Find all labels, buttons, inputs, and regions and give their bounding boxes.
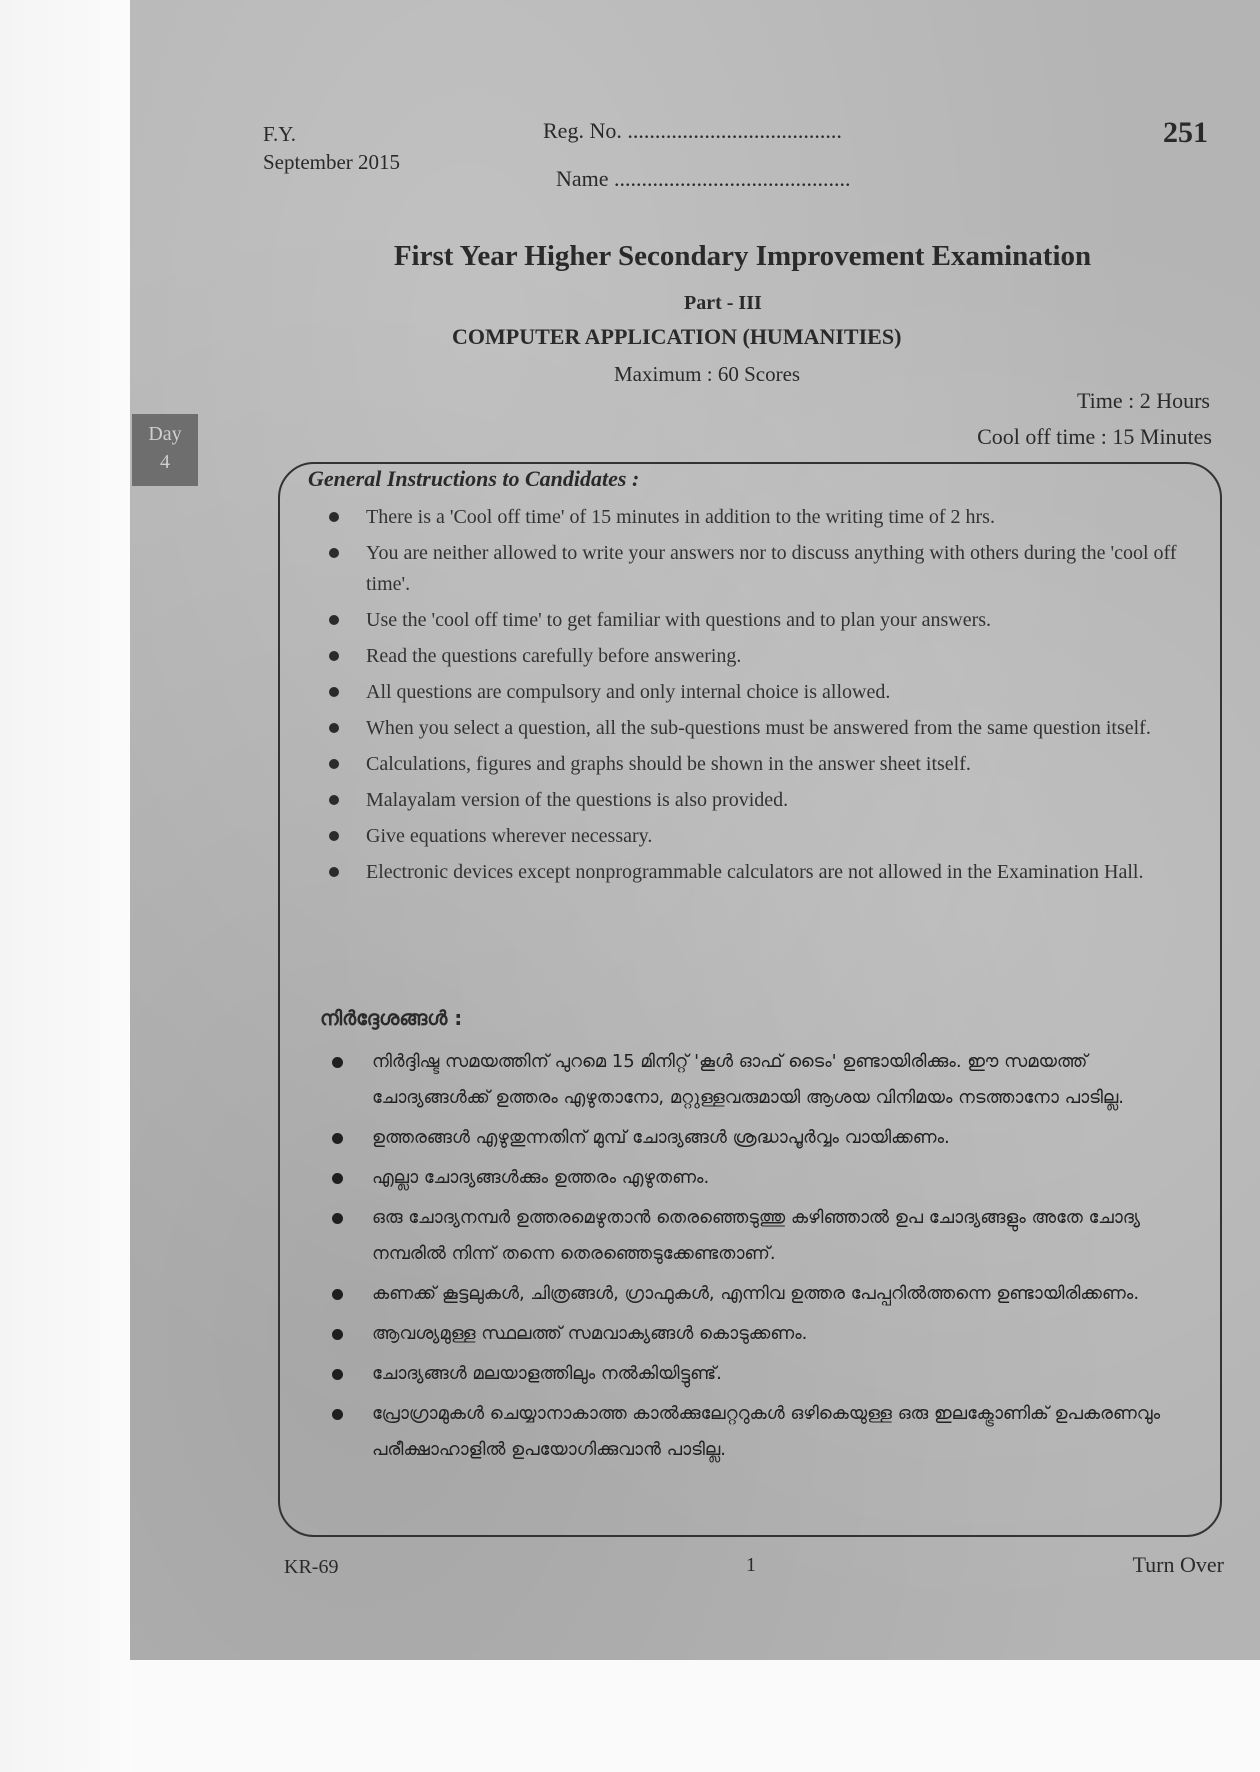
exam-title: First Year Higher Secondary Improvement Examination: [393, 240, 1092, 272]
paper-code: 251: [1163, 116, 1208, 149]
instruction-item: [320, 785, 1200, 816]
instruction-item: [320, 605, 1200, 636]
malayalam-text: എല്ലാ ചോദ്യങ്ങൾക്കും ഉത്തരം എഴുതണം.: [372, 1167, 710, 1188]
instruction-text: Calculations, figures and graphs should be shown in the answer sheet itself.: [366, 753, 971, 775]
malayalam-item: [322, 1200, 1202, 1272]
session-label: September 2015: [263, 150, 401, 174]
day-tab-number: 4: [160, 451, 170, 473]
malayalam-item: [322, 1396, 1202, 1468]
bullet-icon: [329, 867, 339, 877]
exam-time: Time : 2 Hours: [1076, 388, 1210, 413]
instruction-text: There is a 'Cool off time' of 15 minutes in addition to the writing time of 2 hrs.: [366, 506, 995, 528]
bullet-icon: [329, 723, 339, 733]
exam-subject: COMPUTER APPLICATION (HUMANITIES): [452, 324, 902, 349]
bullet-icon: [329, 759, 339, 769]
bullet-icon: [329, 831, 339, 841]
malayalam-text: കണക്ക് കൂട്ടലുകൾ, ചിത്രങ്ങൾ, ഗ്രാഫുകൾ, എന്നിവ ഉത്തര പേപ്പറിൽത്തന്നെ ഉണ്ടായിരിക്കണം.: [372, 1283, 1140, 1304]
bullet-icon: [332, 1057, 343, 1068]
instruction-text: Give equations wherever necessary.: [366, 825, 653, 847]
footer-code: KR-69: [284, 1556, 339, 1578]
instruction-text: Read the questions carefully before answering.: [366, 645, 742, 667]
bullet-icon: [332, 1369, 343, 1380]
instruction-text: You are neither allowed to write your answers nor to discuss anything with others during the 'cool off time'.: [366, 542, 1177, 595]
malayalam-text: പ്രോഗ്രാമുകൾ ചെയ്യാനാകാത്ത കാൽക്കുലേറ്ററുകൾ ഒഴികെയുള്ള ഒരു ഇലക്ട്രോണിക് ഉപകരണവും പരീക്ഷാഹാളിൽ ഉപയോഗിക്കുവാൻ പാടില്ല.: [372, 1403, 1161, 1460]
bullet-icon: [332, 1173, 343, 1184]
instruction-text: Use the 'cool off time' to get familiar with questions and to plan your answers.: [366, 609, 992, 631]
scan-bottom-margin: [130, 1660, 1260, 1772]
bullet-icon: [329, 795, 339, 805]
instruction-text: Malayalam version of the questions is also provided.: [366, 789, 789, 811]
instruction-item: [320, 641, 1200, 672]
bullet-icon: [332, 1409, 343, 1420]
malayalam-item: [322, 1120, 1202, 1156]
instruction-item: [320, 502, 1200, 533]
day-tab-label: Day: [148, 423, 182, 445]
cool-off-time: Cool off time : 15 Minutes: [977, 424, 1212, 449]
malayalam-text: ചോദ്യങ്ങൾ മലയാളത്തിലും നൽകിയിട്ടുണ്ട്.: [372, 1363, 722, 1384]
instruction-item: [320, 821, 1200, 852]
malayalam-heading: നിർദ്ദേശങ്ങൾ :: [320, 1006, 463, 1030]
malayalam-text: ഒരു ചോദ്യനമ്പർ ഉത്തരമെഴുതാൻ തെരഞ്ഞെടുത്തു കഴിഞ്ഞാൽ ഉപ ചോദ്യങ്ങളും അതേ ചോദ്യ നമ്പരിൽ നിന്ന് തന്നെ തെരഞ്ഞെടുക്കേണ്ടതാണ്.: [372, 1207, 1140, 1264]
bullet-icon: [332, 1329, 343, 1340]
instruction-item: [320, 713, 1200, 744]
instructions-heading: General Instructions to Candidates :: [308, 466, 640, 491]
bullet-icon: [329, 687, 339, 697]
instruction-item: [320, 749, 1200, 780]
malayalam-item: [322, 1316, 1202, 1352]
instructions-list: [320, 502, 1200, 893]
malayalam-text: ആവശ്യമുള്ള സ്ഥലത്ത് സമവാക്യങ്ങൾ കൊടുക്കണം.: [372, 1323, 808, 1344]
reg-no-field: Reg. No. .......................................: [543, 118, 842, 143]
malayalam-text: ഉത്തരങ്ങൾ എഴുതുന്നതിന് മുമ്പ് ചോദ്യങ്ങൾ ശ്രദ്ധാപൂർവ്വം വായിക്കണം.: [372, 1127, 950, 1148]
bullet-icon: [332, 1213, 343, 1224]
turn-over: Turn Over: [1132, 1552, 1224, 1577]
malayalam-list: [322, 1044, 1202, 1472]
instruction-text: When you select a question, all the sub-questions must be answered from the same question itself.: [366, 717, 1151, 739]
bullet-icon: [332, 1133, 343, 1144]
name-field: Name ...........................................: [556, 166, 851, 191]
bullet-icon: [329, 651, 339, 661]
bullet-icon: [329, 548, 339, 558]
malayalam-item: [322, 1160, 1202, 1196]
instruction-item: [320, 538, 1200, 600]
bullet-icon: [329, 615, 339, 625]
stream-label: F.Y.: [263, 122, 296, 146]
malayalam-item: [322, 1044, 1202, 1116]
day-tab: [132, 414, 198, 486]
bullet-icon: [332, 1289, 343, 1300]
instruction-item: [320, 857, 1200, 888]
exam-part: Part - III: [684, 292, 762, 314]
instruction-text: All questions are compulsory and only internal choice is allowed.: [366, 681, 891, 703]
page-number: 1: [746, 1554, 756, 1576]
bullet-icon: [329, 512, 339, 522]
malayalam-text: നിർദ്ദിഷ്ട സമയത്തിന് പുറമെ 15 മിനിറ്റ് 'കൂൾ ഓഫ് ടൈം' ഉണ്ടായിരിക്കും. ഈ സമയത്ത് ചോദ്യങ്ങൾക്ക് ഉത്തരം എഴുതാനോ, മറ്റുള്ളവരുമായി ആശയ വിനിമയം നടത്താനോ പാടില്ല.: [372, 1051, 1124, 1108]
instruction-text: Electronic devices except nonprogrammable calculators are not allowed in the Examination Hall.: [366, 861, 1144, 883]
malayalam-item: [322, 1356, 1202, 1392]
max-scores: Maximum : 60 Scores: [614, 362, 801, 386]
instruction-item: [320, 677, 1200, 708]
malayalam-item: [322, 1276, 1202, 1312]
